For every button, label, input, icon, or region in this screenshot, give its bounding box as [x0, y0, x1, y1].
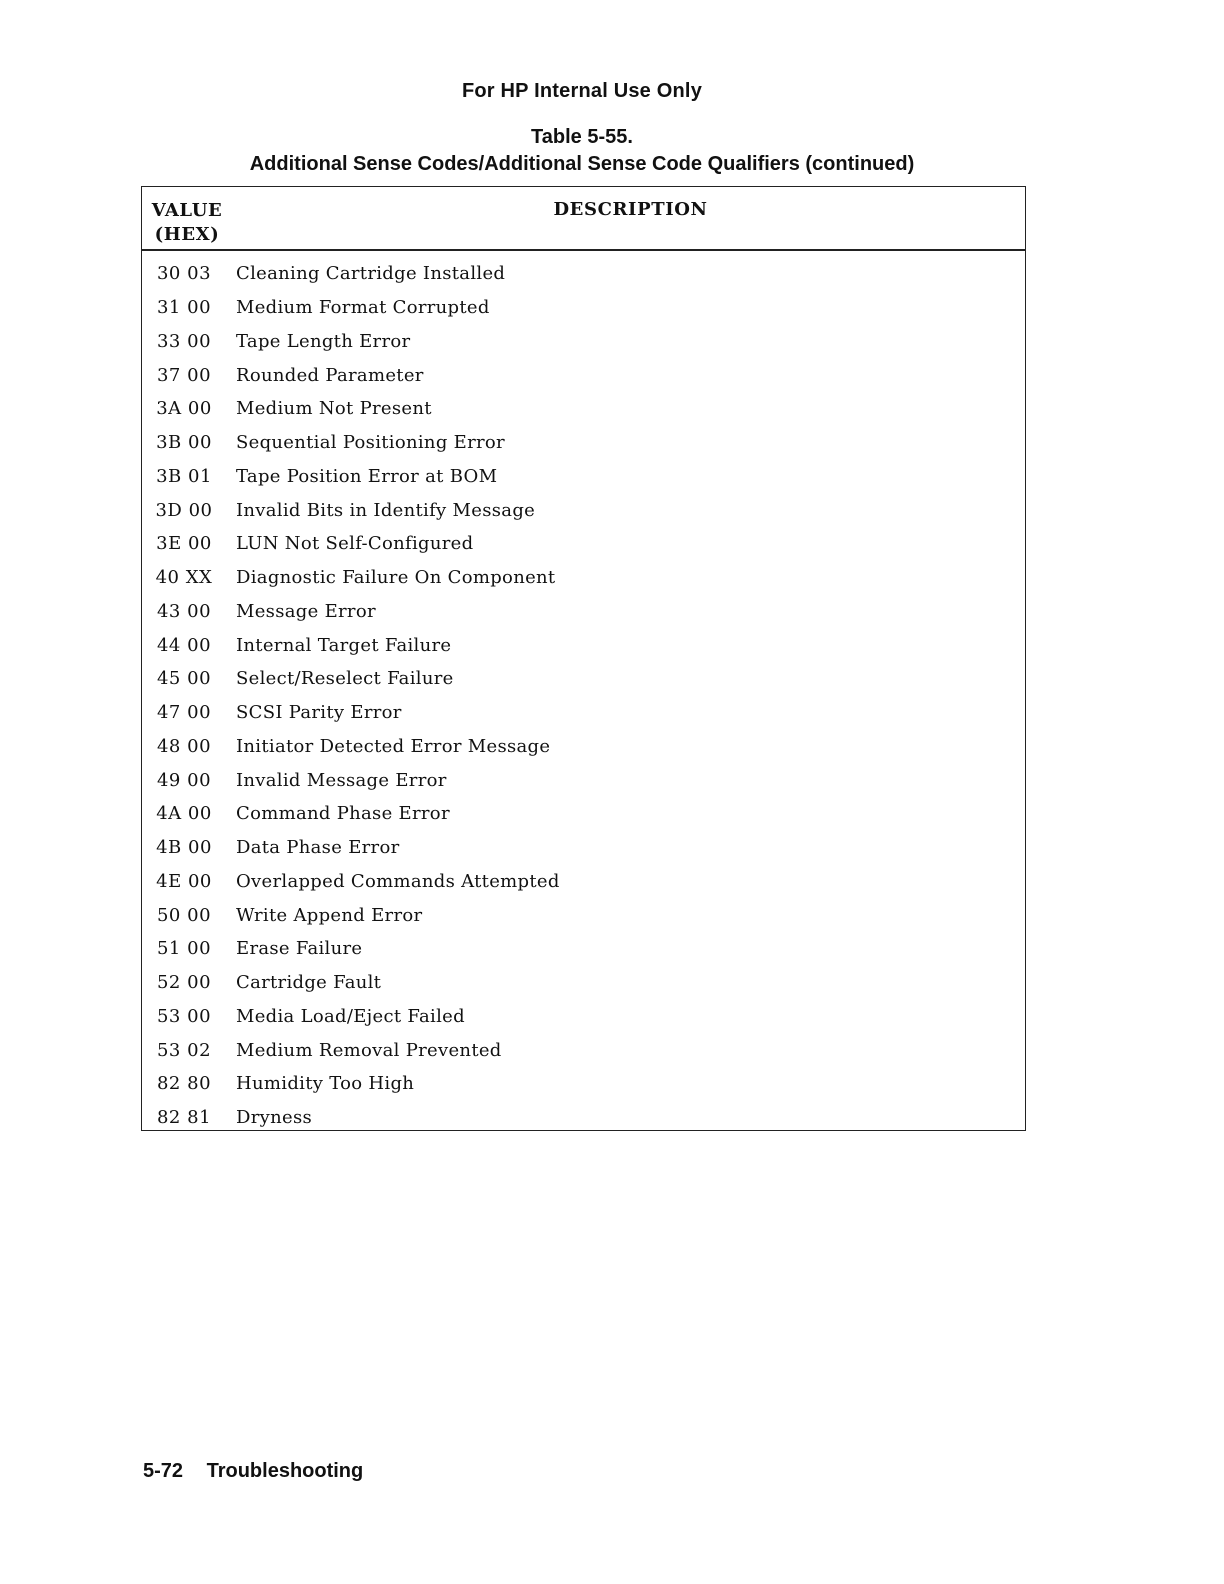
sense-code-value: 48 00 — [156, 735, 212, 757]
table-row — [142, 1101, 1025, 1135]
sense-code-value: 43 00 — [156, 600, 212, 622]
sense-code-description: LUN Not Self-Configured — [236, 533, 474, 555]
sense-code-value: 37 00 — [156, 364, 212, 386]
table-row — [142, 831, 1025, 865]
sense-code-description: Initiator Detected Error Message — [236, 735, 551, 757]
sense-code-description: Command Phase Error — [236, 803, 450, 825]
sense-code-value: 53 00 — [156, 1005, 212, 1027]
sense-code-description: Medium Format Corrupted — [236, 297, 490, 319]
sense-code-description: Invalid Message Error — [236, 769, 447, 791]
section-name: Troubleshooting — [206, 1460, 364, 1482]
table-row — [142, 257, 1025, 291]
internal-use-notice: For HP Internal Use Only — [461, 80, 703, 102]
table-row — [142, 358, 1025, 392]
table-row — [142, 763, 1025, 797]
sense-code-description: SCSI Parity Error — [236, 702, 402, 724]
sense-code-value: 4A 00 — [156, 803, 212, 825]
table-row — [142, 628, 1025, 662]
table-row — [142, 493, 1025, 527]
table-caption — [0, 124, 1164, 178]
table-row — [142, 898, 1025, 932]
sense-codes-table — [141, 186, 1026, 1131]
table-row — [142, 966, 1025, 1000]
sense-code-value: 52 00 — [156, 972, 212, 994]
value-header-line2: (HEX) — [154, 224, 220, 245]
sense-code-description: Select/Reselect Failure — [236, 668, 454, 690]
sense-code-value: 3A 00 — [156, 398, 212, 420]
sense-code-description: Data Phase Error — [236, 837, 400, 859]
sense-code-value: 49 00 — [156, 769, 212, 791]
value-column-header — [151, 199, 223, 247]
sense-code-description: Cartridge Fault — [236, 972, 382, 994]
sense-code-description: Tape Position Error at BOM — [236, 465, 498, 487]
sense-code-value: 44 00 — [156, 634, 212, 656]
table-body — [142, 257, 1025, 1135]
description-column-header: DESCRIPTION — [553, 199, 708, 220]
sense-code-description: Dryness — [236, 1107, 313, 1129]
sense-code-description: Invalid Bits in Identify Message — [236, 499, 536, 521]
sense-code-value: 53 02 — [156, 1039, 212, 1061]
sense-code-value: 47 00 — [156, 702, 212, 724]
table-row — [142, 325, 1025, 359]
sense-code-value: 3B 00 — [156, 432, 212, 454]
table-row — [142, 527, 1025, 561]
table-row — [142, 595, 1025, 629]
sense-code-description: Sequential Positioning Error — [236, 432, 505, 454]
table-row — [142, 662, 1025, 696]
sense-code-description: Rounded Parameter — [236, 364, 424, 386]
sense-code-value: 30 03 — [156, 263, 212, 285]
sense-code-value: 31 00 — [156, 297, 212, 319]
sense-code-description: Cleaning Cartridge Installed — [236, 263, 506, 285]
sense-code-description: Medium Removal Prevented — [236, 1039, 502, 1061]
sense-code-description: Tape Length Error — [236, 330, 411, 352]
sense-code-value: 3E 00 — [156, 533, 212, 555]
table-row — [142, 392, 1025, 426]
table-row — [142, 696, 1025, 730]
sense-code-description: Medium Not Present — [236, 398, 432, 420]
sense-code-value: 3D 00 — [155, 499, 213, 521]
value-header-line1: VALUE — [151, 200, 223, 221]
sense-code-value: 51 00 — [156, 938, 212, 960]
sense-code-description: Write Append Error — [236, 904, 423, 926]
sense-code-value: 40 XX — [155, 567, 213, 589]
table-row — [142, 561, 1025, 595]
sense-code-description: Erase Failure — [236, 938, 363, 960]
sense-code-value: 82 80 — [156, 1073, 212, 1095]
page-footer — [143, 1460, 363, 1483]
table-row — [142, 426, 1025, 460]
sense-code-value: 4B 00 — [156, 837, 212, 859]
table-header-row — [142, 187, 1025, 251]
sense-code-description: Message Error — [236, 600, 376, 622]
table-row — [142, 1067, 1025, 1101]
table-row — [142, 797, 1025, 831]
table-row — [142, 291, 1025, 325]
page-number: 5-72 — [143, 1460, 184, 1482]
sense-code-value: 4E 00 — [156, 870, 212, 892]
sense-code-description: Humidity Too High — [236, 1073, 415, 1095]
sense-code-value: 3B 01 — [156, 465, 212, 487]
table-row — [142, 865, 1025, 899]
table-row — [142, 1033, 1025, 1067]
table-row — [142, 730, 1025, 764]
sense-code-value: 45 00 — [156, 668, 212, 690]
table-title: Additional Sense Codes/Additional Sense Code Qualifiers (continued) — [249, 153, 915, 175]
sense-code-description: Media Load/Eject Failed — [236, 1005, 465, 1027]
table-number: Table 5-55. — [531, 126, 633, 148]
sense-code-value: 50 00 — [156, 904, 212, 926]
sense-code-description: Diagnostic Failure On Component — [236, 567, 556, 589]
table-row — [142, 460, 1025, 494]
table-row — [142, 932, 1025, 966]
sense-code-description: Overlapped Commands Attempted — [236, 870, 560, 892]
sense-code-description: Internal Target Failure — [236, 634, 452, 656]
table-row — [142, 1000, 1025, 1034]
sense-code-value: 82 81 — [156, 1107, 212, 1129]
sense-code-value: 33 00 — [156, 330, 212, 352]
